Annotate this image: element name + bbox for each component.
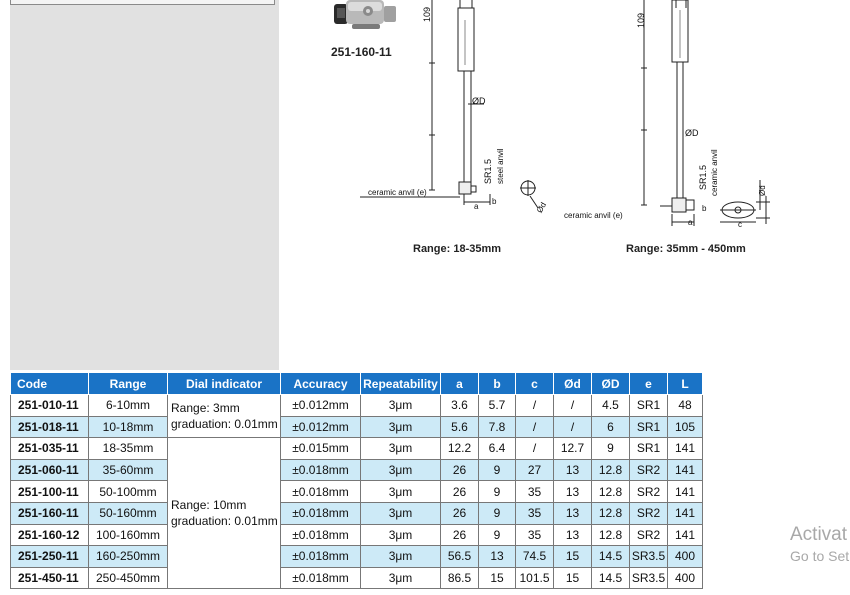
cell-od: 12.8 [592,502,630,524]
specs-table [10,372,703,589]
cell-e: SR2 [630,459,668,481]
cell-e: SR1 [630,395,668,417]
header-large-d: ØD [592,373,630,395]
left-anvil-type-label: steel anvil [496,148,505,184]
cell-od: 4.5 [592,395,630,417]
cell-a: 3.6 [441,395,479,417]
cell-c: 35 [516,502,554,524]
cell-od: 15 [554,546,592,568]
cell-code: 251-010-11 [11,395,89,417]
right-c-label: c [738,220,742,229]
left-ceramic-label: ceramic anvil (e) [368,188,427,197]
product-code-label: 251-160-11 [331,45,392,59]
cell-range: 50-100mm [89,481,168,503]
cell-code: 251-100-11 [11,481,89,503]
cell-code: 251-060-11 [11,459,89,481]
cell-od: 15 [554,567,592,589]
cell-c: / [516,438,554,460]
cell-code: 251-018-11 [11,416,89,438]
search-input[interactable] [10,0,275,5]
cell-od: 12.8 [592,481,630,503]
left-a-label: a [474,202,479,211]
cell-accuracy: ±0.018mm [281,481,361,503]
cell-b: 9 [479,481,516,503]
cell-l: 141 [668,438,703,460]
cell-code: 251-450-11 [11,567,89,589]
table-row [11,459,703,481]
dial-range: Range: 10mm [171,498,247,513]
cell-accuracy: ±0.012mm [281,395,361,417]
header-small-d: Ød [554,373,592,395]
cell-b: 9 [479,459,516,481]
cell-od: 13 [554,481,592,503]
cell-accuracy: ±0.018mm [281,546,361,568]
cell-od: 12.7 [554,438,592,460]
header-e: e [630,373,668,395]
cell-od: / [554,416,592,438]
cell-code: 251-035-11 [11,438,89,460]
table-row [11,546,703,568]
left-b-label: b [492,197,497,206]
header-c: c [516,373,554,395]
cell-accuracy: ±0.018mm [281,524,361,546]
header-b: b [479,373,516,395]
cell-b: 7.8 [479,416,516,438]
cell-b: 6.4 [479,438,516,460]
right-dim-height: 109 [636,12,646,28]
table-row [11,395,703,417]
left-od-label: ØD [472,96,486,106]
cell-od: 14.5 [592,546,630,568]
cell-e: SR3.5 [630,546,668,568]
cell-e: SR2 [630,502,668,524]
table-row [11,524,703,546]
cell-repeatability: 3μm [361,481,441,503]
cell-range: 100-160mm [89,524,168,546]
cell-c: 101.5 [516,567,554,589]
right-ceramic-label: ceramic anvil (e) [564,211,623,220]
right-radius-label: SR1.5 [698,164,708,190]
cell-e: SR1 [630,438,668,460]
cell-l: 141 [668,524,703,546]
watermark-title: Activat [790,524,848,545]
cell-e: SR3.5 [630,567,668,589]
cell-l: 141 [668,502,703,524]
cell-a: 86.5 [441,567,479,589]
cell-range: 6-10mm [89,395,168,417]
cell-od: 13 [554,524,592,546]
left-dim-height: 109 [422,6,432,22]
cell-accuracy: ±0.015mm [281,438,361,460]
cell-a: 12.2 [441,438,479,460]
cell-accuracy: ±0.018mm [281,459,361,481]
header-a: a [441,373,479,395]
cell-l: 141 [668,459,703,481]
left-detail-d-label: Ød [535,200,549,215]
table-row [11,481,703,503]
cell-dial-indicator [168,395,281,438]
watermark-subtitle: Go to Set [790,548,850,564]
cell-code: 251-160-11 [11,502,89,524]
cell-od: 13 [554,502,592,524]
cell-range: 35-60mm [89,459,168,481]
header-range: Range [89,373,168,395]
cell-od: 13 [554,459,592,481]
cell-repeatability: 3μm [361,524,441,546]
cell-code: 251-250-11 [11,546,89,568]
cell-od: 9 [592,438,630,460]
cell-od: 14.5 [592,567,630,589]
cell-c: 74.5 [516,546,554,568]
cell-od: / [554,395,592,417]
table-header-row [11,373,703,395]
cell-range: 250-450mm [89,567,168,589]
right-a-label: a [688,218,693,227]
cell-od: 12.8 [592,524,630,546]
right-range-caption: Range: 35mm - 450mm [626,243,746,255]
cell-od: 12.8 [592,459,630,481]
cell-l: 400 [668,546,703,568]
cell-e: SR2 [630,481,668,503]
cell-repeatability: 3μm [361,567,441,589]
right-anvil-type-label: ceramic anvil [710,149,719,196]
cell-code: 251-160-12 [11,524,89,546]
cell-dial-indicator [168,438,281,589]
right-detail-d-label: Ød [758,185,767,196]
cell-repeatability: 3μm [361,395,441,417]
table-row [11,502,703,524]
cell-accuracy: ±0.018mm [281,567,361,589]
header-l: L [668,373,703,395]
header-repeatability: Repeatability [361,373,441,395]
dial-range: Range: 3mm [171,401,240,416]
header-accuracy: Accuracy [281,373,361,395]
cell-c: 27 [516,459,554,481]
left-gray-panel [10,0,279,370]
cell-l: 141 [668,481,703,503]
cell-repeatability: 3μm [361,546,441,568]
cell-range: 50-160mm [89,502,168,524]
header-dial-indicator: Dial indicator [168,373,281,395]
left-radius-label: SR1.5 [483,158,493,184]
cell-a: 56.5 [441,546,479,568]
cell-range: 18-35mm [89,438,168,460]
drawing-18-35mm [360,0,550,240]
cell-repeatability: 3μm [361,438,441,460]
cell-a: 26 [441,459,479,481]
drawing-35-450mm [560,0,790,240]
cell-l: 105 [668,416,703,438]
cell-e: SR1 [630,416,668,438]
cell-range: 10-18mm [89,416,168,438]
cell-e: SR2 [630,524,668,546]
cell-accuracy: ±0.018mm [281,502,361,524]
cell-accuracy: ±0.012mm [281,416,361,438]
cell-c: 35 [516,524,554,546]
cell-b: 5.7 [479,395,516,417]
cell-c: 35 [516,481,554,503]
cell-a: 5.6 [441,416,479,438]
table-row [11,567,703,589]
left-range-caption: Range: 18-35mm [413,243,502,255]
cell-b: 9 [479,524,516,546]
cell-c: / [516,395,554,417]
right-b-label: b [702,204,707,213]
table-row [11,438,703,460]
cell-b: 13 [479,546,516,568]
cell-repeatability: 3μm [361,502,441,524]
cell-a: 26 [441,481,479,503]
cell-b: 15 [479,567,516,589]
cell-repeatability: 3μm [361,416,441,438]
cell-l: 48 [668,395,703,417]
cell-a: 26 [441,502,479,524]
cell-od: 6 [592,416,630,438]
cell-c: / [516,416,554,438]
table-row [11,416,703,438]
right-od-label: ØD [685,128,699,138]
dial-graduation: graduation: 0.01mm [171,514,278,529]
cell-b: 9 [479,502,516,524]
dial-graduation: graduation: 0.01mm [171,417,278,432]
header-code: Code [11,373,89,395]
cell-l: 400 [668,567,703,589]
cell-range: 160-250mm [89,546,168,568]
cell-a: 26 [441,524,479,546]
cell-repeatability: 3μm [361,459,441,481]
